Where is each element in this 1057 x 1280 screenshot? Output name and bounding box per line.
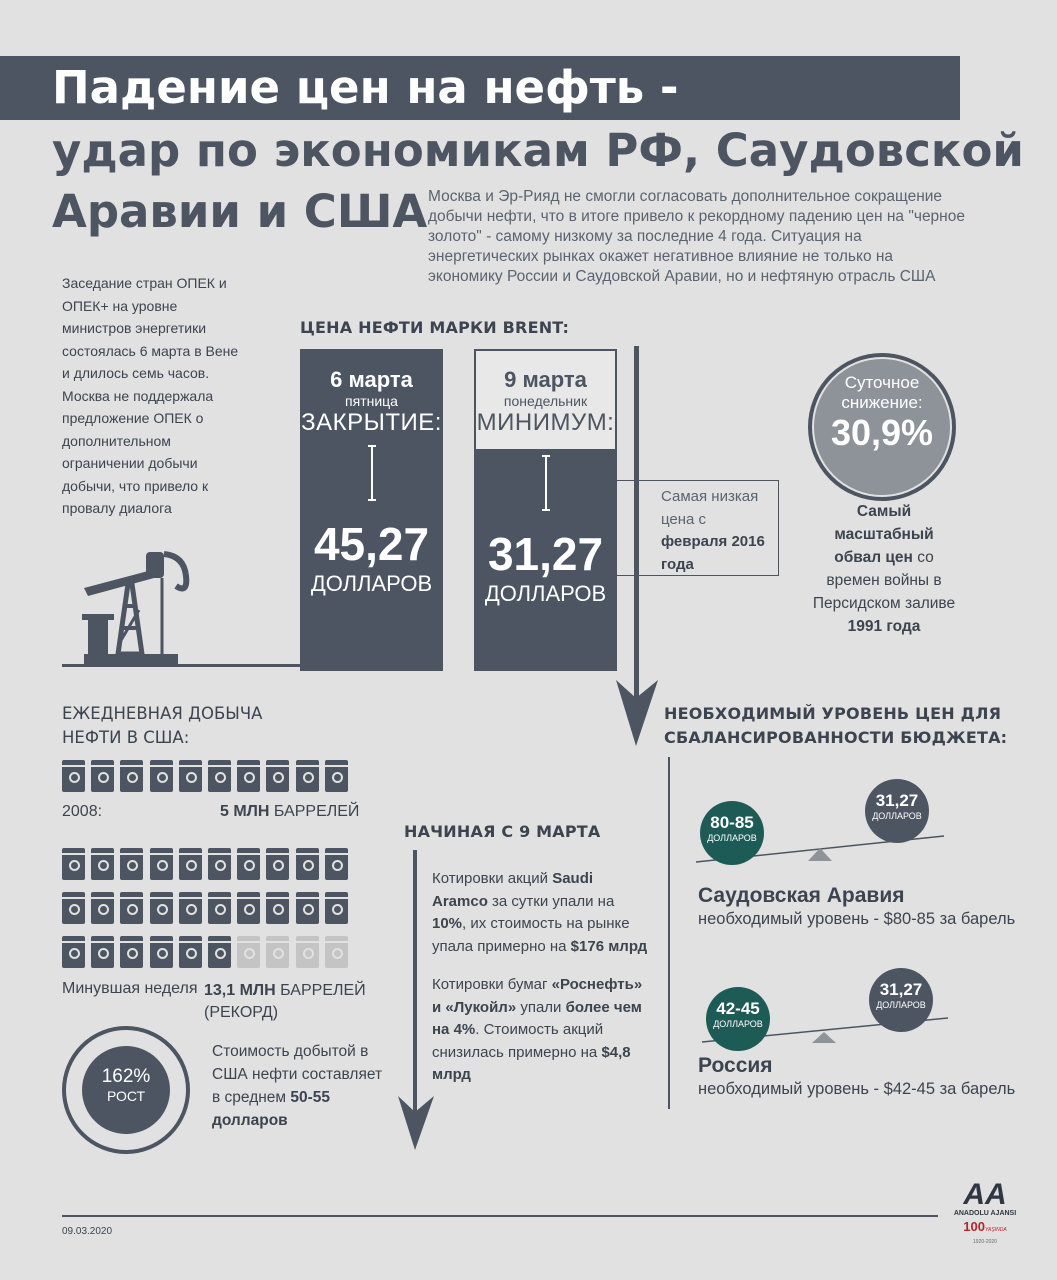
week-record: (РЕКОРД) [204,1004,279,1021]
close-date: 6 марта [330,367,413,392]
us-heading-line-1: ЕЖЕДНЕВНАЯ ДОБЫЧА [62,704,263,723]
barrel-icon [62,848,85,880]
barrel-icon [296,936,319,968]
aramco-t3: , их стоимость на рынке упала примерно на [432,915,630,955]
barrel-icon [62,892,85,924]
barrel-icon [325,936,348,968]
barrel-icon [237,760,260,792]
aramco-t1: Котировки акций [432,870,549,887]
russia-current-value: 31,27 [879,980,923,999]
close-label: ЗАКРЫТИЕ: [301,409,442,436]
barrel-icon [237,936,260,968]
min-label: МИНИМУМ: [476,409,615,436]
footer-line [62,1215,938,1217]
close-connector [371,447,373,499]
barrel-icon [179,936,202,968]
gulf-note-text: со времен войны в Персидском заливе [812,549,956,612]
page-title-line-1: Падение цен на нефть - [52,61,679,114]
footer-date: 09.03.2020 [62,1226,113,1237]
barrel-icon [237,848,260,880]
opec-meeting-note: Заседание стран ОПЕК и ОПЕК+ на уровне министров энергетики состоялась 6 марта в Вене и длилось семь часов. Москва не поддержала предложение ОПЕК о дополнительном ограничении добычи добычи, что привело к провалу диалога [62,275,239,516]
saudi-required-circle [700,801,764,865]
barrel-icon [91,848,114,880]
aa-logo-mark: AA [963,1178,1007,1211]
week-unit: БАРРЕЛЕЙ [280,982,366,999]
russia-current-unit: ДОЛЛАРОВ [876,1000,926,1010]
barrel-icon [296,892,319,924]
gulf-note-bold: Самый масштабный обвал цен [834,503,934,566]
agency-logo [950,1180,1020,1248]
barrel-icon [237,892,260,924]
daily-drop-value: 30,9% [830,412,934,453]
page-title-line-2: удар по экономикам РФ, Саудовской [52,124,1024,177]
barrel-icon [120,760,143,792]
aramco-amount: $176 млрд [570,937,648,955]
daily-drop-label: Суточное снижение: [841,373,923,412]
gulf-war-note [812,500,956,638]
aramco-percent: 10% [432,915,463,932]
budget-heading [664,702,1007,750]
anniversary-years: 1920-2020 [973,1239,997,1245]
week-label: Минувшая неделя [62,980,198,997]
close-value: 45,27 [313,518,430,570]
barrel-icon [208,848,231,880]
saudi-required-text: необходимый уровень - $80-85 за барель [698,910,1016,928]
barrel-icon [208,760,231,792]
barrels-2008 [62,760,352,794]
barrel-icon [266,936,289,968]
barrel-icon [62,936,85,968]
barrel-icon [266,848,289,880]
growth-value: 162% [101,1066,151,1087]
barrel-icon [266,760,289,792]
budget-heading-line-1: НЕОБХОДИМЫЙ УРОВЕНЬ ЦЕН ДЛЯ [664,704,1002,723]
daily-drop-circle [814,359,950,495]
barrel-icon [208,936,231,968]
intro-text: Москва и Эр-Рияд не смогли согласовать дополнительное сокращение добычи нефти, что в итоге привело к рекордному падению цен на "черное золото" - самому низкому за последние 4 года. Ситуация на энергетических рынках окажет негативное влияние не только на экономику России и Саудовской Аравии, но и нефтяную отрасль США [428,188,965,285]
week-value [204,980,366,1024]
saudi-required-unit: ДОЛЛАРОВ [707,833,757,843]
barrel-icon [91,936,114,968]
agency-name: ANADOLU AJANSI [953,1210,1017,1217]
growth-label: РОСТ [106,1088,146,1104]
barrel-icon [179,760,202,792]
page-title-line-3: Аравии и США [52,185,428,238]
ru-percent: более чем на 4% [432,998,642,1038]
barrel-icon [325,760,348,792]
barrel-icon [179,848,202,880]
saudi-required-value: 80-85 [710,813,754,832]
budget-divider [668,757,670,1109]
barrel-icon [150,892,173,924]
us-cost-value: 50-55 долларов [212,1089,331,1129]
barrel-icon [62,760,85,792]
row-2008-value [220,803,359,821]
us-heading-line-2: НЕФТИ В США: [62,728,190,747]
barrel-icon [150,936,173,968]
russia-required-text: необходимый уровень - $42-45 за барель [698,1080,1016,1098]
since-heading: НАЧИНАЯ С 9 МАРТА [404,822,601,841]
saudi-current-circle [865,779,929,843]
brent-min-bar [474,349,617,671]
russia-country: Россия [698,1054,773,1077]
russia-current-circle [869,968,933,1032]
lowest-note-bold: февраля 2016 года [661,533,765,573]
barrel-icon [150,760,173,792]
anniversary [950,1221,1020,1248]
lowest-note-text: Самая низкая цена с [661,488,759,528]
barrel-icon [266,892,289,924]
russian-stocks-note [432,974,652,1087]
barrel-icon [179,892,202,924]
min-day: понедельник [503,393,588,409]
gulf-note-year: 1991 года [847,618,921,635]
growth-circle [82,1046,170,1134]
barrel-icon [120,848,143,880]
ru-companies: «Роснефть» и «Лукойл» [432,976,643,1016]
anniversary-number: 100 [963,1219,985,1234]
min-unit: ДОЛЛАРОВ [484,581,607,606]
row-2008-label: 2008: [62,803,103,820]
saudi-current-unit: ДОЛЛАРОВ [872,811,922,821]
barrel-icon [150,848,173,880]
barrel-icon [296,848,319,880]
brent-close-bar [300,349,443,671]
ru-t2: упали [520,998,562,1016]
barrel-icon [120,936,143,968]
barrels-last-week [62,848,352,970]
us-production-heading [62,702,262,750]
min-connector [545,457,547,509]
min-header [474,349,617,451]
us-cost-text: Стоимость добытой в США нефти составляет в среднем [212,1043,383,1106]
brent-heading: ЦЕНА НЕФТИ МАРКИ BRENT: [300,318,570,337]
lowest-price-note [661,486,771,576]
barrel-icon [91,760,114,792]
saudi-current-value: 31,27 [875,791,919,810]
min-value: 31,27 [487,528,604,580]
week-number: 13,1 МЛН [204,982,276,999]
us-cost-note [212,1040,392,1132]
russia-required-circle [706,987,770,1051]
barrel-icon [120,892,143,924]
budget-heading-line-2: СБАЛАНСИРОВАННОСТИ БЮДЖЕТА: [664,728,1008,747]
row-2008-unit: БАРРЕЛЕЙ [273,803,360,820]
oil-pump-icon [62,538,302,672]
anniversary-suffix: YAŞINDA [985,1227,1007,1233]
ru-amount: $4,8 млрд [432,1043,631,1083]
russia-required-value: 42-45 [716,999,760,1018]
barrel-icon [208,892,231,924]
close-day: пятница [345,393,398,409]
barrel-icon [325,892,348,924]
ru-t3: . Стоимость акций снизилась примерно на [432,1021,604,1061]
barrel-icon [325,848,348,880]
row-2008-number: 5 МЛН [220,803,270,820]
close-unit: ДОЛЛАРОВ [310,571,433,596]
ru-t1: Котировки бумаг [432,976,548,993]
barrel-icon [296,760,319,792]
saudi-country: Саудовская Аравия [698,884,905,907]
barrel-icon [91,892,114,924]
aramco-note [432,868,652,958]
russia-required-unit: ДОЛЛАРОВ [713,1019,763,1029]
aramco-t2: за сутки упали на [492,892,615,910]
min-date: 9 марта [504,367,587,392]
aramco-company: Saudi Aramco [432,870,594,910]
